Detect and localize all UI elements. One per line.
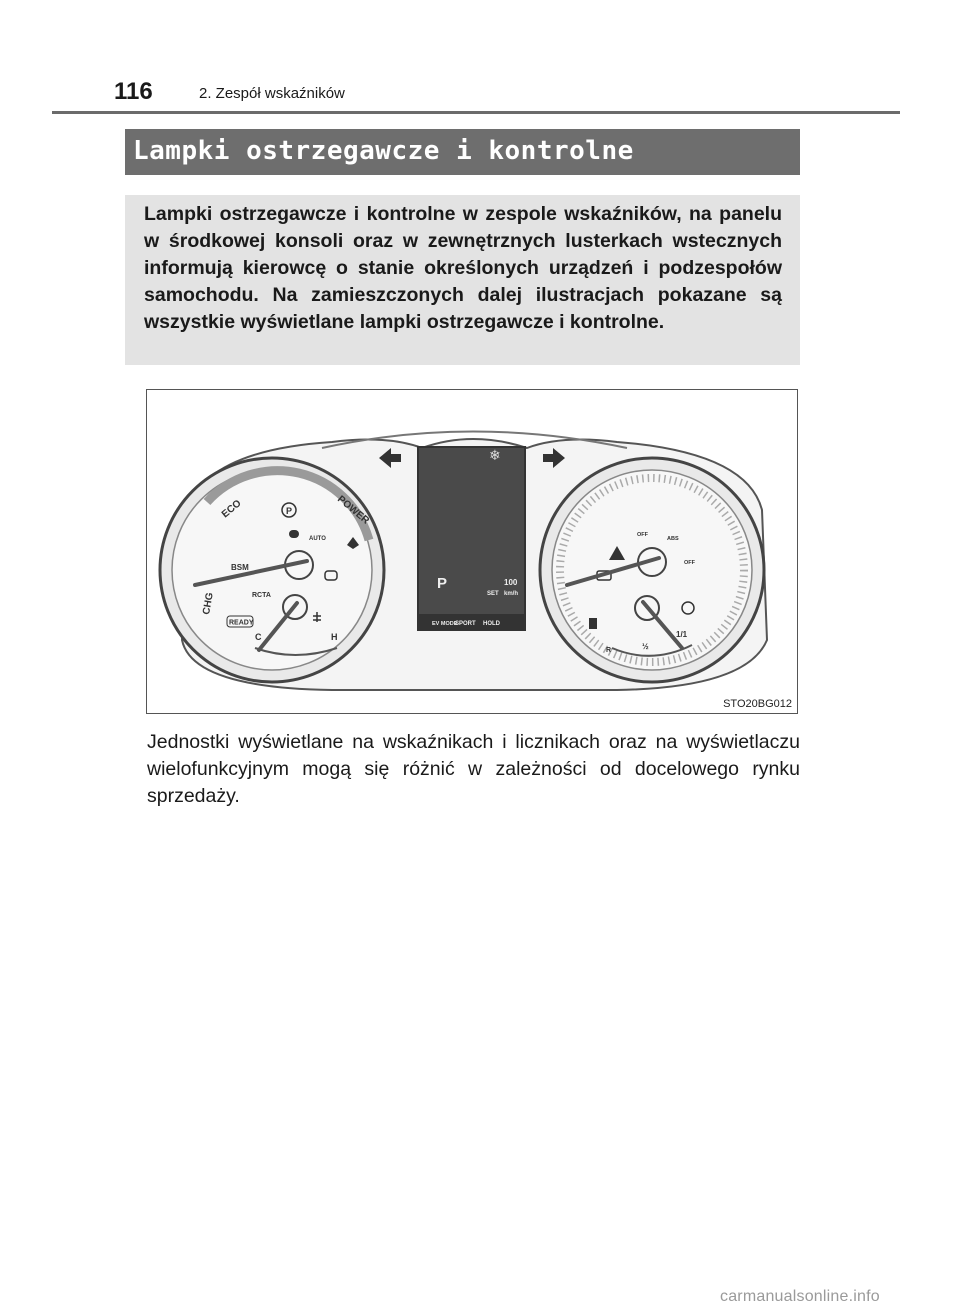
- label-ready: READY: [229, 619, 254, 627]
- cluster-illustration: [147, 390, 798, 714]
- svg-text:P: P: [286, 506, 293, 516]
- arc-label-chg: CHG: [201, 591, 216, 616]
- center-display: [418, 447, 525, 630]
- label-off-2: OFF: [684, 560, 695, 566]
- label-reserve: R: [606, 647, 612, 654]
- label-full: 1/1: [676, 630, 688, 639]
- mode-ev: EV MODE: [432, 621, 458, 627]
- mode-sport: SPORT: [455, 621, 476, 627]
- section-title: Lampki ostrzegawcze i kontrolne: [133, 136, 634, 166]
- snowflake-icon: ❄: [489, 448, 501, 464]
- label-bsm: BSM: [231, 563, 249, 572]
- headlight-icon: [289, 530, 299, 538]
- instrument-cluster-figure: [146, 389, 798, 714]
- watermark: carmanualsonline.info: [720, 1288, 880, 1305]
- intro-text: Lampki ostrzegawcze i kontrolne w zespole wskaźników, na panelu w środkowej konsoli oraz w zewnętrznych lusterkach wstecznych informują kierowcę o stanie określonych urządzeń i podzespołów samochodu. Na zamieszczonych dalej ilustracjach pokazane są wszystkie wyświetlane lampki ostrzegawcze i kontrolne.: [144, 203, 782, 333]
- note-text: Jednostki wyświetlane na wskaźnikach i licznikach oraz na wyświetlaczu wielofunkcyjnym mogą się różnić w zależności od docelowego rynku sprzedaży.: [147, 731, 800, 807]
- speed-set: SET: [487, 591, 499, 597]
- mode-hold: HOLD: [483, 621, 500, 627]
- arc-label-power: POWER: [335, 493, 372, 527]
- figure-id: STO20BG012: [723, 698, 792, 710]
- speed-value: 100: [504, 578, 518, 587]
- gear-indicator: P: [437, 575, 448, 592]
- label-rcta: RCTA: [252, 592, 271, 599]
- speed-unit: km/h: [504, 591, 519, 597]
- header-rule: [52, 111, 900, 114]
- fuel-icon: [589, 618, 597, 629]
- section-title-bar: [125, 129, 800, 175]
- label-cold: C: [255, 632, 262, 642]
- label-abs: ABS: [667, 536, 679, 542]
- page-number: 116: [114, 78, 153, 105]
- label-auto: AUTO: [309, 536, 326, 542]
- label-half: ½: [642, 642, 649, 651]
- label-hot: H: [331, 632, 338, 642]
- chapter-title: 2. Zespół wskaźników: [199, 85, 345, 102]
- label-off-1: OFF: [637, 532, 648, 538]
- intro-box: [125, 195, 800, 365]
- page-header: [0, 0, 960, 120]
- arc-label-eco: ECO: [219, 497, 244, 521]
